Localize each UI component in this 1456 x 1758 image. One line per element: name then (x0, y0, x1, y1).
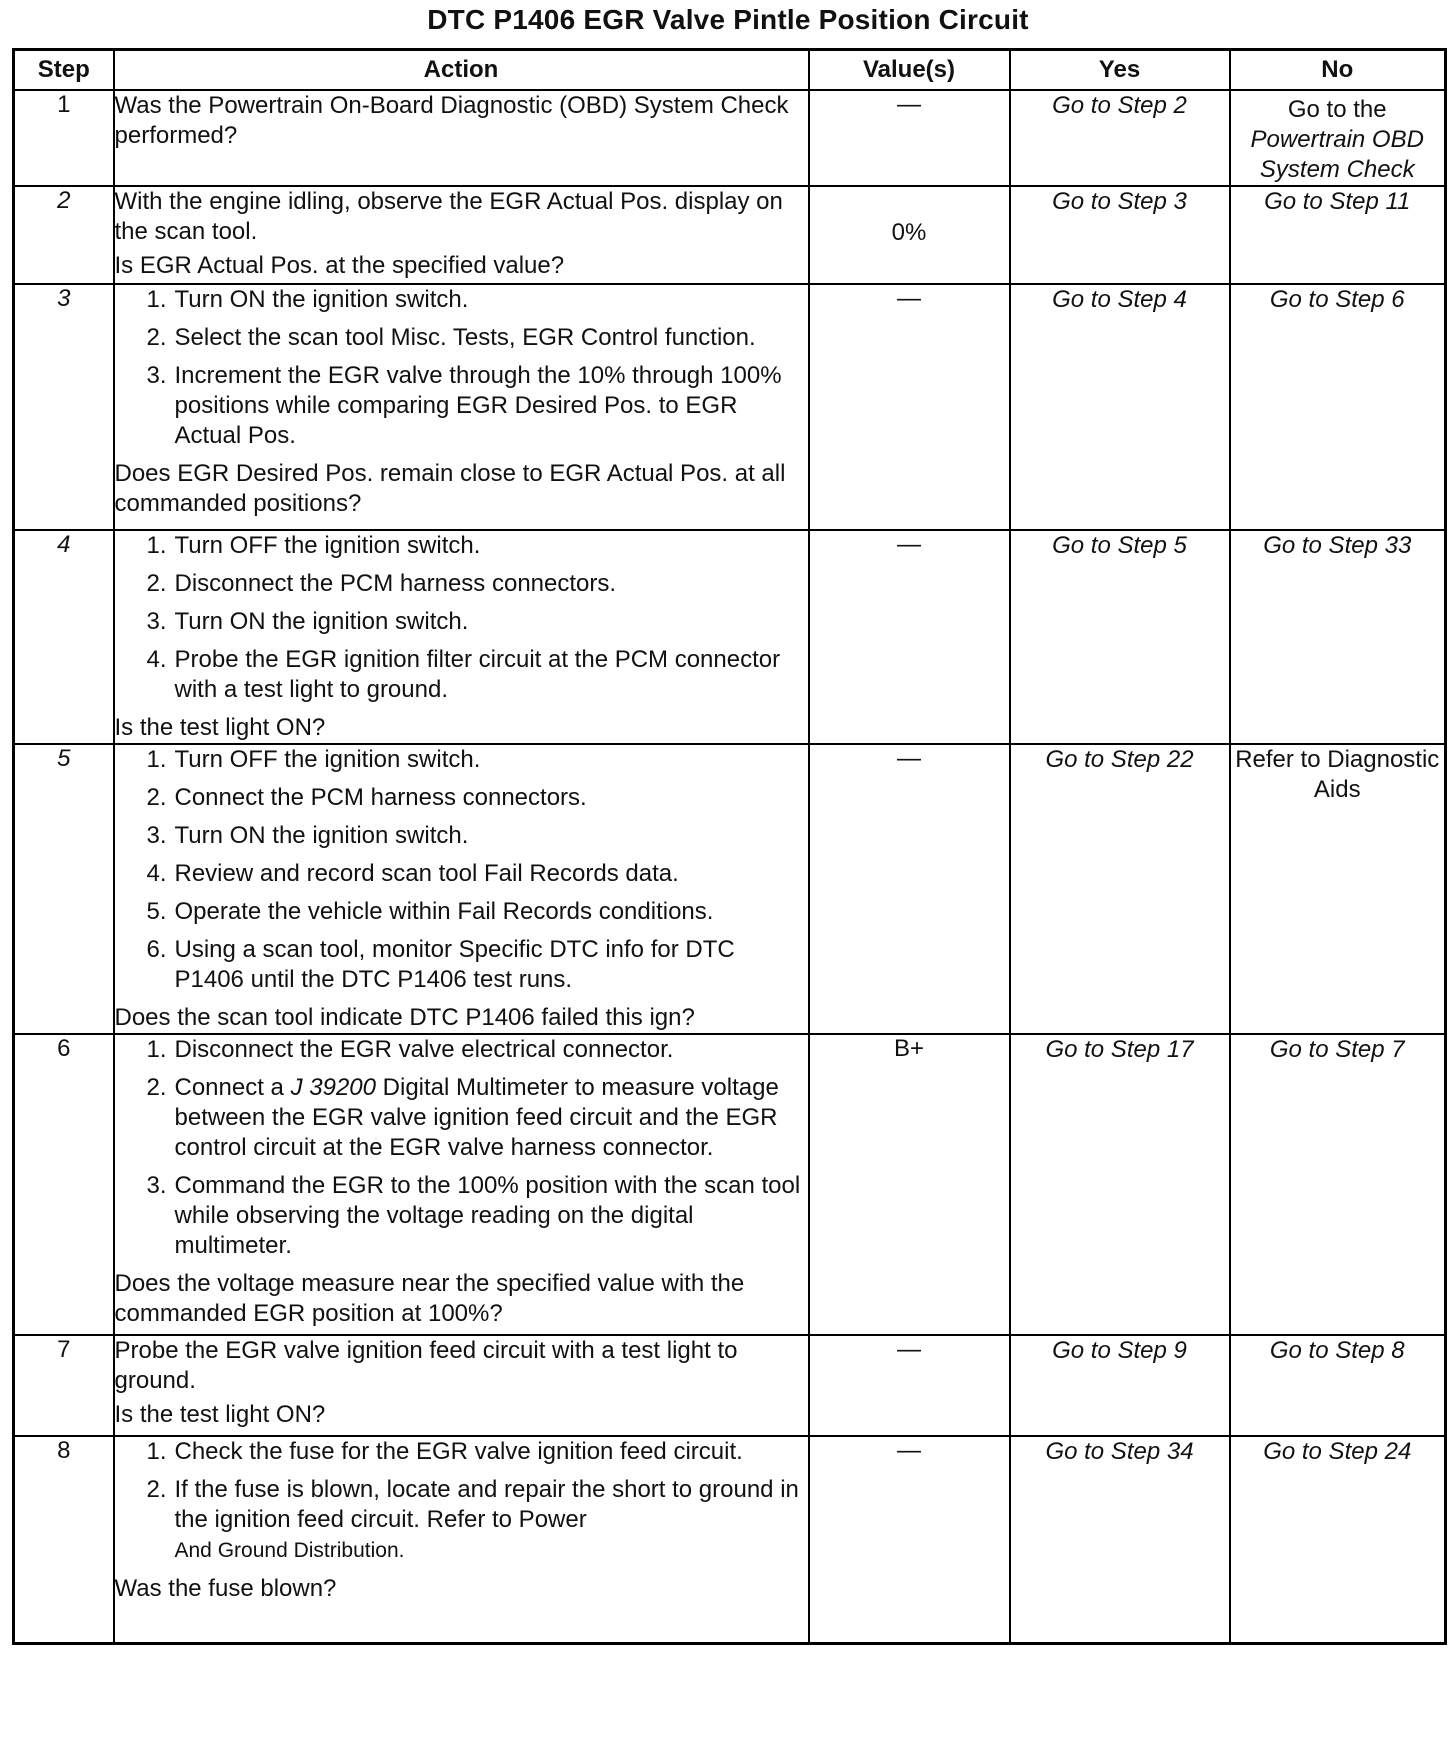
action-cell (114, 1436, 809, 1643)
list-item: 5. Operate the vehicle within Fail Records conditions. (146, 898, 714, 925)
list-item: 2. Connect the PCM harness connectors. (146, 784, 587, 811)
action-question: Was the fuse blown? (114, 1575, 337, 1602)
list-item: 6. Using a scan tool, monitor Specific DTC info for DTC P1406 until the DTC P1406 test runs. (146, 936, 735, 993)
header-row (14, 50, 1446, 91)
no-cell (1230, 90, 1446, 186)
action-text: Was the Powertrain On-Board Diagnostic (OBD) System Check performed? (114, 92, 789, 149)
list-item: 3. Increment the EGR valve through the 10% through 100% positions while comparing EGR Desired Pos. to EGR Actual Pos. (146, 362, 782, 449)
table-row (14, 284, 1446, 530)
diagnostic-table (12, 48, 1447, 1645)
yes-cell: Go to Step 17 (1010, 1034, 1230, 1335)
table-row (14, 530, 1446, 744)
value-cell: 0% (809, 186, 1010, 284)
list-item: 3. Turn ON the ignition switch. (146, 822, 469, 849)
step-number: 3 (14, 284, 114, 530)
yes-cell: Go to Step 5 (1010, 530, 1230, 744)
action-cell (114, 90, 809, 186)
header-action: Action (114, 50, 809, 91)
yes-cell: Go to Step 34 (1010, 1436, 1230, 1643)
table-row (14, 1335, 1446, 1436)
action-cell (114, 186, 809, 284)
list-item: 4. Probe the EGR ignition filter circuit at the PCM connector with a test light to ground. (146, 646, 781, 703)
no-cell: Go to Step 11 (1230, 186, 1446, 284)
list-item: 4. Review and record scan tool Fail Records data. (146, 860, 679, 887)
action-question: Is EGR Actual Pos. at the specified value? (114, 252, 565, 279)
list-item: 2. If the fuse is blown, locate and repair the short to ground in the ignition feed circuit. Refer to Power And Ground Distribution. (146, 1476, 799, 1562)
action-cell (114, 1335, 809, 1436)
list-item: 3. Command the EGR to the 100% position with the scan tool while observing the voltage reading on the digital multimeter. (146, 1172, 801, 1259)
table-row (14, 1034, 1446, 1335)
header-no: No (1230, 50, 1446, 91)
list-item: 3. Turn ON the ignition switch. (146, 608, 469, 635)
step-number: 6 (14, 1034, 114, 1335)
list-item: 1. Disconnect the EGR valve electrical connector. (146, 1036, 674, 1063)
yes-cell: Go to Step 4 (1010, 284, 1230, 530)
action-cell (114, 284, 809, 530)
header-step: Step (14, 50, 114, 91)
no-text: Go to the (1287, 96, 1387, 123)
list-item: 1. Check the fuse for the EGR valve ignition feed circuit. (146, 1438, 743, 1465)
list-item: 1. Turn OFF the ignition switch. (146, 746, 481, 773)
action-question: Does EGR Desired Pos. remain close to EGR Actual Pos. at all commanded positions? (114, 460, 786, 517)
action-cell (114, 744, 809, 1034)
action-question: Is the test light ON? (114, 1401, 326, 1428)
no-cell: Go to Step 24 (1230, 1436, 1446, 1643)
action-steps (115, 1437, 808, 1566)
action-cell (114, 530, 809, 744)
action-steps (115, 1035, 808, 1261)
no-cell: Refer to Diagnostic Aids (1230, 744, 1446, 1034)
action-steps (115, 531, 808, 705)
tool-name: J 39200 (290, 1074, 376, 1101)
table-row (14, 90, 1446, 186)
page-title: DTC P1406 EGR Valve Pintle Position Circuit (427, 4, 1029, 35)
value-cell: — (809, 284, 1010, 530)
action-question: Is the test light ON? (114, 714, 326, 741)
action-steps (115, 745, 808, 995)
header-values: Value(s) (809, 50, 1010, 91)
list-item: 2. Connect a J 39200 Digital Multimeter to measure voltage between the EGR valve ignition feed circuit and the EGR control circuit at the EGR valve harness connector. (146, 1074, 779, 1161)
yes-cell: Go to Step 2 (1010, 90, 1230, 186)
action-question: Does the voltage measure near the specified value with the commanded EGR position at 100%? (114, 1270, 745, 1327)
step-number: 8 (14, 1436, 114, 1643)
value-cell: — (809, 1436, 1010, 1643)
value-cell: B+ (809, 1034, 1010, 1335)
header-yes: Yes (1010, 50, 1230, 91)
list-item: 1. Turn OFF the ignition switch. (146, 532, 481, 559)
table-row (14, 186, 1446, 284)
value-cell: — (809, 744, 1010, 1034)
action-text: With the engine idling, observe the EGR Actual Pos. display on the scan tool. (114, 188, 783, 245)
table-row (14, 1436, 1446, 1643)
no-link: Powertrain OBD System Check (1250, 126, 1424, 183)
table-row (14, 744, 1446, 1034)
yes-cell: Go to Step 22 (1010, 744, 1230, 1034)
action-cell (114, 1034, 809, 1335)
step-number: 2 (14, 186, 114, 284)
step-number: 1 (14, 90, 114, 186)
yes-cell: Go to Step 3 (1010, 186, 1230, 284)
step-number: 4 (14, 530, 114, 744)
action-text: Probe the EGR valve ignition feed circuit with a test light to ground. (114, 1337, 738, 1394)
value-cell: — (809, 1335, 1010, 1436)
no-cell: Go to Step 6 (1230, 284, 1446, 530)
list-item: 2. Disconnect the PCM harness connectors. (146, 570, 617, 597)
value-cell: — (809, 530, 1010, 744)
list-item: 1. Turn ON the ignition switch. (146, 286, 469, 313)
no-cell: Go to Step 7 (1230, 1034, 1446, 1335)
list-item: 2. Select the scan tool Misc. Tests, EGR Control function. (146, 324, 756, 351)
action-question: Does the scan tool indicate DTC P1406 failed this ign? (114, 1004, 695, 1031)
no-cell: Go to Step 33 (1230, 530, 1446, 744)
no-cell: Go to Step 8 (1230, 1335, 1446, 1436)
yes-cell: Go to Step 9 (1010, 1335, 1230, 1436)
step-number: 7 (14, 1335, 114, 1436)
action-steps (115, 285, 808, 451)
value-cell: — (809, 90, 1010, 186)
step-number: 5 (14, 744, 114, 1034)
